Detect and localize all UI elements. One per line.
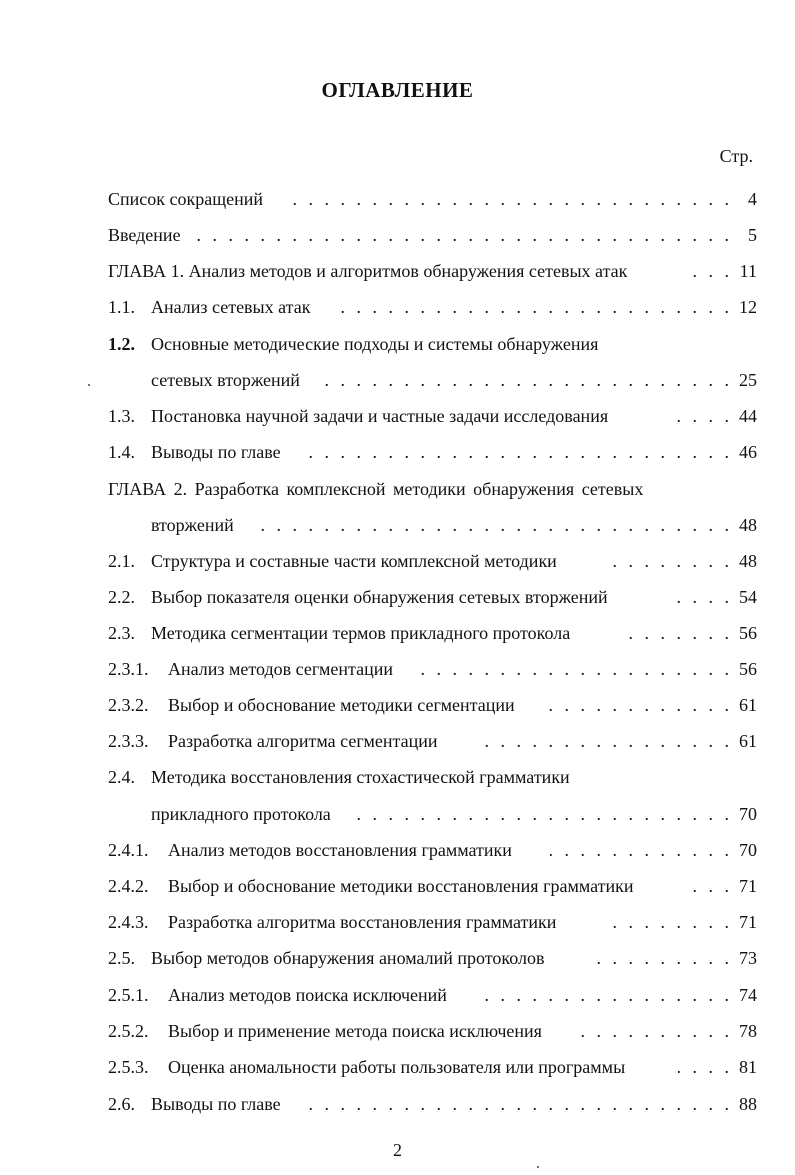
toc-leader-dots <box>548 692 729 718</box>
toc-entry-number: 1.1. <box>108 297 135 317</box>
toc-entry-text: Выбор показателя оценки обнаружения сетевых вторжений <box>151 587 608 607</box>
toc-entry[interactable] <box>0 186 795 212</box>
toc-entry-number: 2.4.1. <box>108 840 149 860</box>
toc-entry[interactable] <box>0 1018 795 1044</box>
toc-entry[interactable] <box>0 222 795 248</box>
toc-entry-page: 71 <box>739 912 757 932</box>
toc-entry[interactable] <box>0 982 795 1008</box>
toc-entry[interactable] <box>0 764 795 790</box>
toc-leader-dots <box>590 945 729 971</box>
toc-entry-text: Оценка аномальности работы пользователя или программы <box>168 1057 626 1077</box>
toc-entry-number: 2.4. <box>108 767 135 787</box>
toc-entry[interactable] <box>0 728 795 754</box>
toc-entry-text: Методика сегментации термов прикладного протокола <box>151 623 571 643</box>
toc-entry-number: 2.3.2. <box>108 695 149 715</box>
toc-entry-page: 44 <box>739 406 757 426</box>
toc-entry-text: Выбор и применение метода поиска исключения <box>168 1021 542 1041</box>
toc-entry-number: 2.6. <box>108 1094 135 1114</box>
toc-leader-dots <box>331 294 729 320</box>
page-column-header: Стр. <box>719 146 753 166</box>
toc-entry-number: 1.3. <box>108 406 135 426</box>
scan-speck <box>88 384 90 386</box>
toc-entry-page: 70 <box>739 840 757 860</box>
scan-speck <box>537 1166 539 1168</box>
toc-entry-text: Анализ методов поиска исключений <box>168 985 447 1005</box>
toc-leader-dots <box>356 801 729 827</box>
toc-entry-page: 56 <box>739 659 757 679</box>
toc-entry-page: 73 <box>739 948 757 968</box>
toc-leader-dots <box>285 186 729 212</box>
toc-leader-dots <box>680 873 729 899</box>
toc-leader-dots <box>325 367 729 393</box>
toc-leader-dots <box>664 584 729 610</box>
toc-entry-page: 70 <box>739 804 757 824</box>
toc-entry[interactable] <box>0 837 795 863</box>
toc-entry-text: Список сокращений <box>108 189 263 209</box>
toc-leader-dots <box>250 512 729 538</box>
toc-entry[interactable] <box>0 620 795 646</box>
toc-entry-text: Анализ методов сегментации <box>168 659 393 679</box>
toc-entry[interactable] <box>0 439 795 465</box>
toc-entry-number: 1.2. <box>108 334 135 354</box>
toc-entry[interactable] <box>0 692 795 718</box>
toc-entry-text: Структура и составные части комплексной методики <box>151 551 557 571</box>
toc-entry-page: 54 <box>739 587 757 607</box>
toc-entry-page: 48 <box>739 515 757 535</box>
toc-entry-page: 74 <box>739 985 757 1005</box>
toc-entry-page: 4 <box>748 189 757 209</box>
toc-entry-page: 46 <box>739 442 757 462</box>
toc-entry-continuation[interactable] <box>0 801 795 827</box>
toc-entry-page: 81 <box>739 1057 757 1077</box>
toc-entry[interactable] <box>0 294 795 320</box>
toc-entry-text: ГЛАВА 1. Анализ методов и алгоритмов обнаружения сетевых атак <box>108 261 628 281</box>
toc-entry-page: 12 <box>739 297 757 317</box>
toc-leader-dots <box>298 439 729 465</box>
toc-entry-page: 61 <box>739 695 757 715</box>
page-title: ОГЛАВЛЕНИЕ <box>321 78 474 102</box>
toc-entry-text: Выбор методов обнаружения аномалий протоколов <box>151 948 545 968</box>
toc-entry-number: 1.4. <box>108 442 135 462</box>
toc-entry-number: 2.5. <box>108 948 135 968</box>
toc-entry[interactable] <box>0 331 795 357</box>
toc-entry-number: 2.3.1. <box>108 659 149 679</box>
toc-entry-page: 11 <box>739 261 757 281</box>
toc-leader-dots <box>622 620 729 646</box>
toc-leader-dots <box>474 728 729 754</box>
toc-entry-continuation[interactable] <box>0 512 795 538</box>
toc-leader-dots <box>604 548 729 574</box>
toc-entry-text: Основные методические подходы и системы обнаружения <box>151 334 599 354</box>
toc-entry-text-cont: прикладного протокола <box>151 804 331 824</box>
toc-entry[interactable] <box>0 403 795 429</box>
toc-entry-number: 2.4.2. <box>108 876 149 896</box>
toc-entry[interactable] <box>0 584 795 610</box>
toc-leader-dots <box>550 837 729 863</box>
toc-entry-page: 25 <box>739 370 757 390</box>
toc-leader-dots <box>604 909 729 935</box>
toc-leader-dots <box>692 258 729 284</box>
toc-entry-chapter[interactable] <box>0 258 795 284</box>
toc-leader-dots <box>580 1018 729 1044</box>
toc-entry-page: 61 <box>739 731 757 751</box>
toc-leader-dots <box>664 403 729 429</box>
toc-entry-text: Разработка алгоритма сегментации <box>168 731 438 751</box>
toc-entry-text: Выводы по главе <box>151 1094 281 1114</box>
toc-entry-number: 2.4.3. <box>108 912 149 932</box>
toc-entry-page: 48 <box>739 551 757 571</box>
toc-entry[interactable] <box>0 945 795 971</box>
toc-entry-text: Постановка научной задачи и частные задачи исследования <box>151 406 609 426</box>
toc-entry-chapter[interactable] <box>0 476 795 502</box>
toc-entry-text: Разработка алгоритма восстановления грамматики <box>168 912 557 932</box>
toc-entry[interactable] <box>0 656 795 682</box>
toc-leader-dots <box>193 222 729 248</box>
toc-entry-number: 2.2. <box>108 587 135 607</box>
toc-entry-text: Выбор и обоснование методики сегментации <box>168 695 515 715</box>
toc-entry-text-cont: сетевых вторжений <box>151 370 300 390</box>
toc-leader-dots <box>418 656 729 682</box>
toc-entry-number: 2.3. <box>108 623 135 643</box>
page-number: 2 <box>393 1140 402 1160</box>
toc-entry-number: 2.1. <box>108 551 135 571</box>
toc-entry-text: Выводы по главе <box>151 442 281 462</box>
toc-entry-text: Введение <box>108 225 181 245</box>
toc-entry[interactable] <box>0 548 795 574</box>
toc-leader-dots <box>478 982 729 1008</box>
toc-entry-page: 88 <box>739 1094 757 1114</box>
toc-entry-text: Выбор и обоснование методики восстановления грамматики <box>168 876 634 896</box>
toc-entry[interactable] <box>0 1054 795 1080</box>
toc-entry-text-cont: вторжений <box>151 515 234 535</box>
toc-entry-text: Анализ сетевых атак <box>151 297 311 317</box>
toc-entry-text: Анализ методов восстановления грамматики <box>168 840 512 860</box>
toc-entry-number: 2.3.3. <box>108 731 149 751</box>
toc-entry-number: 2.5.2. <box>108 1021 149 1041</box>
toc-entry-page: 5 <box>748 225 757 245</box>
toc-entry-page: 56 <box>739 623 757 643</box>
toc-entry-text: ГЛАВА 2. Разработка комплексной методики обнаружения сетевых <box>108 479 644 499</box>
toc-entry-continuation[interactable] <box>0 367 795 393</box>
toc-entry-number: 2.5.1. <box>108 985 149 1005</box>
toc-entry[interactable] <box>0 909 795 935</box>
toc-entry-page: 78 <box>739 1021 757 1041</box>
toc-leader-dots <box>678 1054 729 1080</box>
toc-entry[interactable] <box>0 873 795 899</box>
toc-entry-number: 2.5.3. <box>108 1057 149 1077</box>
toc-entry-page: 71 <box>739 876 757 896</box>
toc-entry[interactable] <box>0 1091 795 1117</box>
toc-leader-dots <box>298 1091 729 1117</box>
toc-entry-text: Методика восстановления стохастической грамматики <box>151 767 570 787</box>
